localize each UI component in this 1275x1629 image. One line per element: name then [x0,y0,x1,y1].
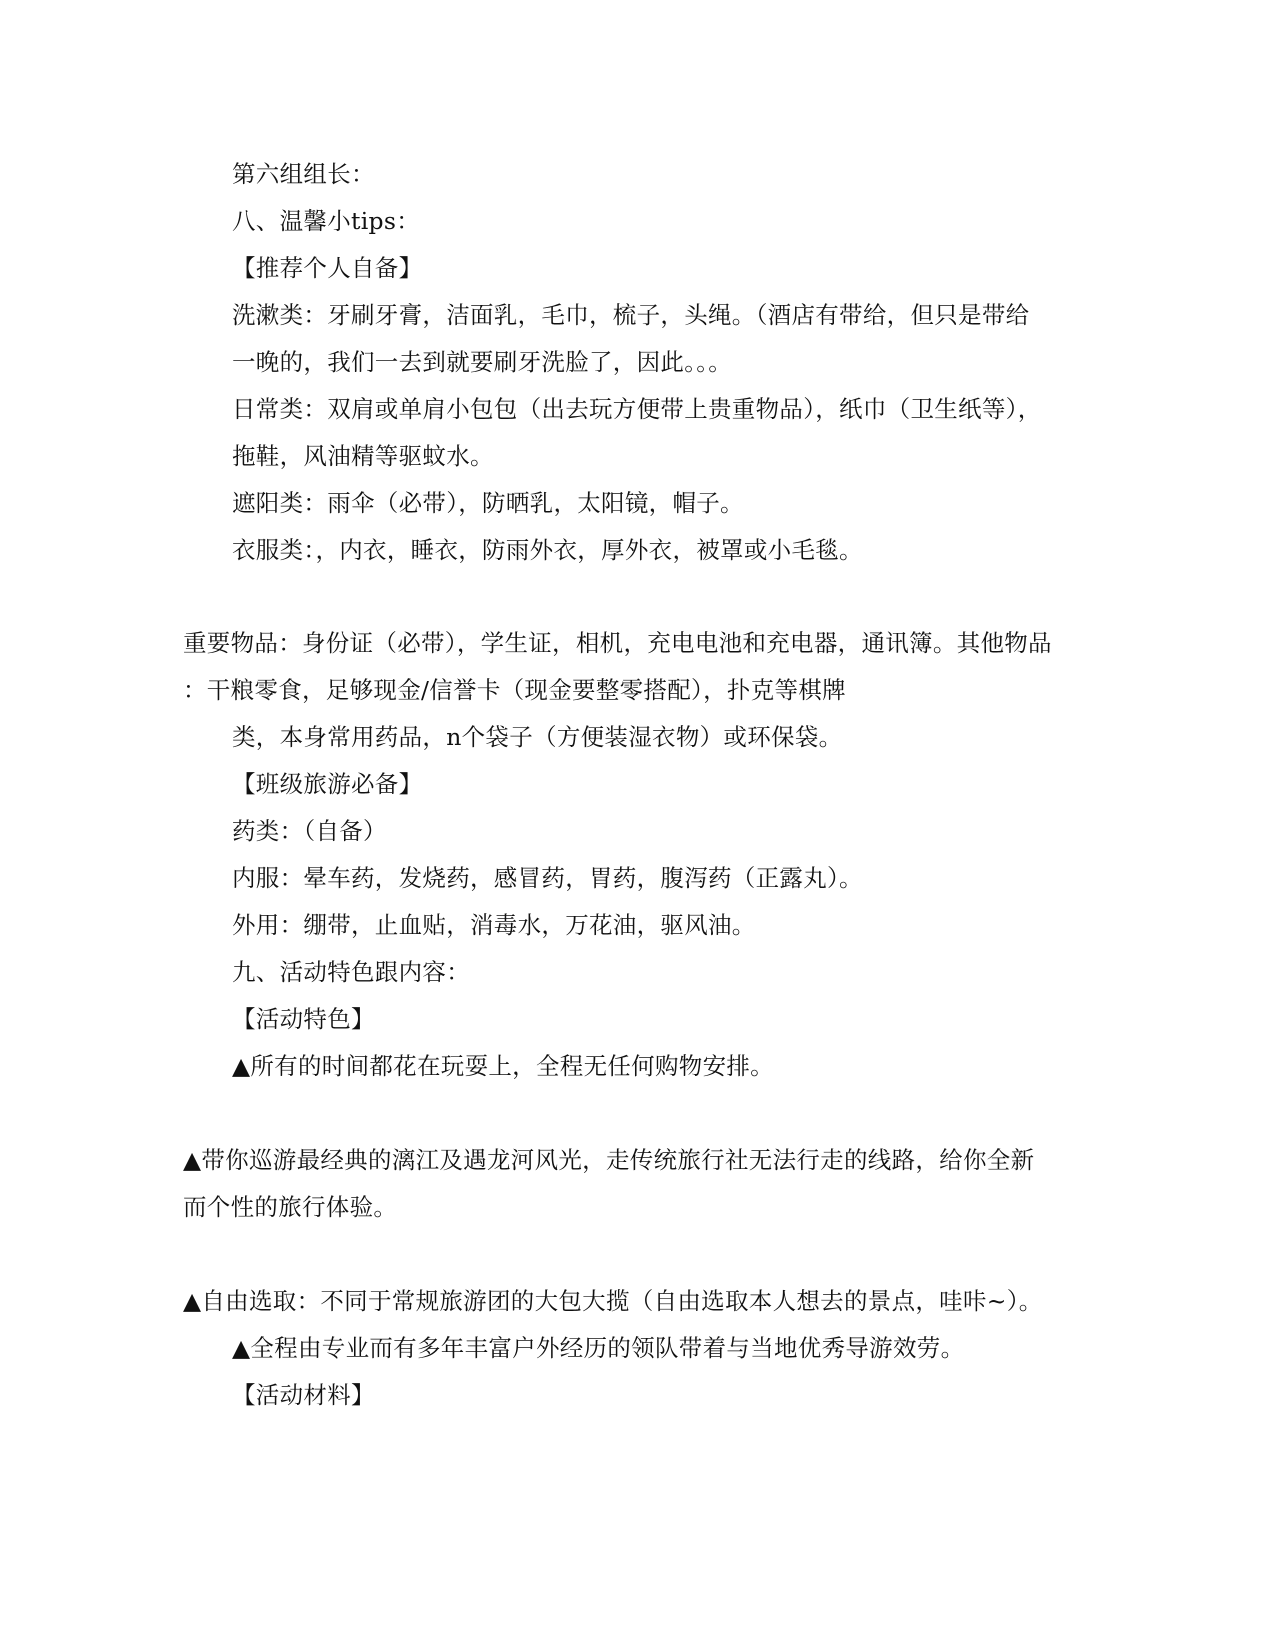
section-eight-heading: 八、温馨小tips： [232,207,421,235]
daily-items-continued-line: 拖鞋，风油精等驱蚊水。 [232,442,494,470]
daily-items-line: 日常类：双肩或单肩小包包（出去玩方便带上贵重物品），纸巾（卫生纸等）， [232,395,1042,423]
clothing-line: 衣服类：，内衣，睡衣，防雨外衣，厚外衣，被罩或小毛毯。 [232,536,863,564]
feature-free-choice-line: ▲自由选取：不同于常规旅游团的大包大揽（自由选取本人想去的景点，哇咔~）。 [183,1287,1043,1315]
feature-river-tour-continued-line: 而个性的旅行体验。 [183,1193,398,1221]
feature-guide-line: ▲全程由专业而有多年丰富户外经历的领队带着与当地优秀导游效劳。 [232,1334,965,1362]
medicine-heading: 药类：（自备） [232,817,387,845]
feature-no-shopping-line: ▲所有的时间都花在玩耍上，全程无任何购物安排。 [232,1052,774,1080]
class-trip-essentials-heading: 【班级旅游必备】 [232,770,423,798]
group-six-leader-line: 第六组组长： [232,160,375,188]
other-items-continued-line: 类，本身常用药品，n个袋子（方便装湿衣物）或环保袋。 [232,723,843,751]
toiletries-line: 洗漱类：牙刷牙膏，洁面乳，毛巾，梳子，头绳。（酒店有带给，但只是带给 [232,301,1030,329]
toiletries-continued-line: 一晚的，我们一去到就要刷牙洗脸了，因此。。。 [232,348,733,376]
activity-materials-heading: 【活动材料】 [232,1381,375,1409]
section-nine-heading: 九、活动特色跟内容： [232,958,470,986]
recommended-items-heading: 【推荐个人自备】 [232,254,423,282]
important-items-line: 重要物品：身份证（必带），学生证，相机，充电电池和充电器，通讯簿。其他物品 [183,629,1052,657]
activity-features-heading: 【活动特色】 [232,1005,375,1033]
other-items-line: ：干粮零食，足够现金/信誉卡（现金要整零搭配），扑克等棋牌 [183,676,846,704]
oral-medicine-line: 内服：晕车药，发烧药，感冒药，胃药，腹泻药（正露丸）。 [232,864,863,892]
sun-protection-line: 遮阳类：雨伞（必带），防晒乳，太阳镜，帽子。 [232,489,744,517]
external-medicine-line: 外用：绷带，止血贴，消毒水，万花油，驱风油。 [232,911,756,939]
feature-river-tour-line: ▲带你巡游最经典的漓江及遇龙河风光，走传统旅行社无法行走的线路，给你全新 [183,1146,1035,1174]
